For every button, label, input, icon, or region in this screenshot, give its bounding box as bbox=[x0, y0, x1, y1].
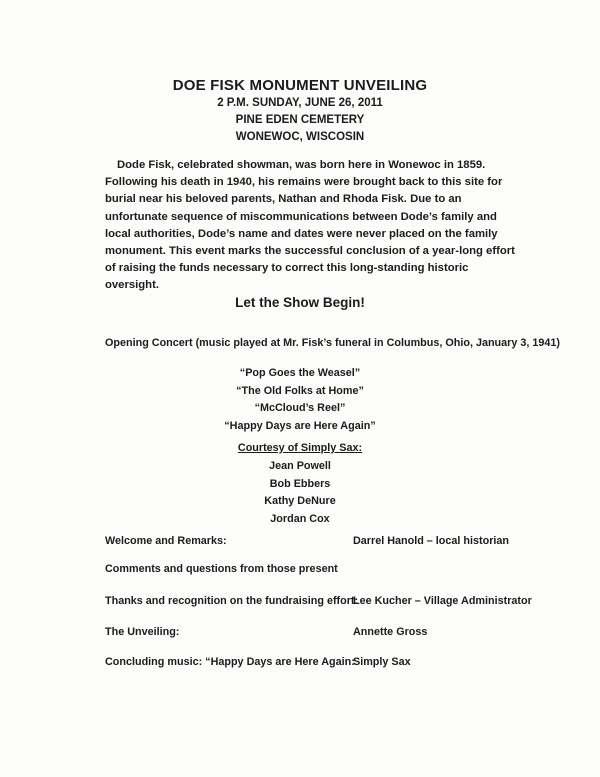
program-presenter: Simply Sax bbox=[353, 656, 411, 668]
performer-item: Kathy DeNure bbox=[264, 495, 336, 507]
program-row-comments bbox=[105, 563, 525, 579]
performer-item: Jean Powell bbox=[269, 460, 331, 472]
program-item: Welcome and Remarks: bbox=[105, 535, 227, 547]
song-item: “McCloud’s Reel” bbox=[254, 402, 346, 414]
event-title: DOE FISK MONUMENT UNVEILING bbox=[172, 77, 428, 94]
courtesy-heading bbox=[0, 442, 600, 454]
song-item: “The Old Folks at Home” bbox=[236, 384, 364, 397]
program-row-welcome bbox=[105, 535, 525, 551]
performer-item: Jordan Cox bbox=[270, 512, 330, 525]
opening-concert-line: Opening Concert (music played at Mr. Fisk’s funeral in Columbus, Ohio, January 3, 1941) bbox=[105, 337, 560, 349]
song-item: “Pop Goes the Weasel” bbox=[239, 367, 361, 379]
program-row-thanks bbox=[105, 595, 532, 611]
program-presenter: Darrel Hanold – local historian bbox=[353, 535, 509, 547]
song-item: “Happy Days are Here Again” bbox=[224, 419, 376, 432]
song-list bbox=[0, 365, 600, 435]
program-presenter: Annette Gross bbox=[353, 626, 428, 638]
program-item: The Unveiling: bbox=[105, 626, 180, 638]
program-item: Concluding music: “Happy Days are Here Again: bbox=[105, 656, 355, 668]
performer-item: Bob Ebbers bbox=[269, 477, 331, 490]
courtesy-label: Courtesy of Simply Sax: bbox=[237, 442, 363, 454]
program-row-unveiling bbox=[105, 626, 525, 642]
program-item: Comments and questions from those present bbox=[105, 563, 338, 575]
section-heading: Let the Show Begin! bbox=[235, 295, 365, 310]
event-venue: PINE EDEN CEMETERY bbox=[235, 114, 365, 126]
event-location: WONEWOC, WISCOSIN bbox=[235, 131, 365, 143]
program-item: Thanks and recognition on the fundraising effort: bbox=[105, 595, 359, 607]
program-presenter: Lee Kucher – Village Administrator bbox=[353, 595, 532, 607]
program-row-concluding bbox=[105, 656, 525, 672]
performer-list bbox=[0, 458, 600, 528]
intro-paragraph: Dode Fisk, celebrated showman, was born here in Wonewoc in 1859. Following his death in 1940, his remains were brought back to this site for burial near his beloved parents, Nathan and Rhoda Fisk. Due to an unfortunate sequence of miscommunications between Dode’s family and local authorities, Dode’s name and dates were never placed on the family monument. This event marks the successful conclusion of a year-long effort of raising the funds necessary to correct this long-standing historic oversight. bbox=[105, 159, 515, 292]
event-datetime: 2 P.M. SUNDAY, JUNE 26, 2011 bbox=[217, 97, 383, 109]
